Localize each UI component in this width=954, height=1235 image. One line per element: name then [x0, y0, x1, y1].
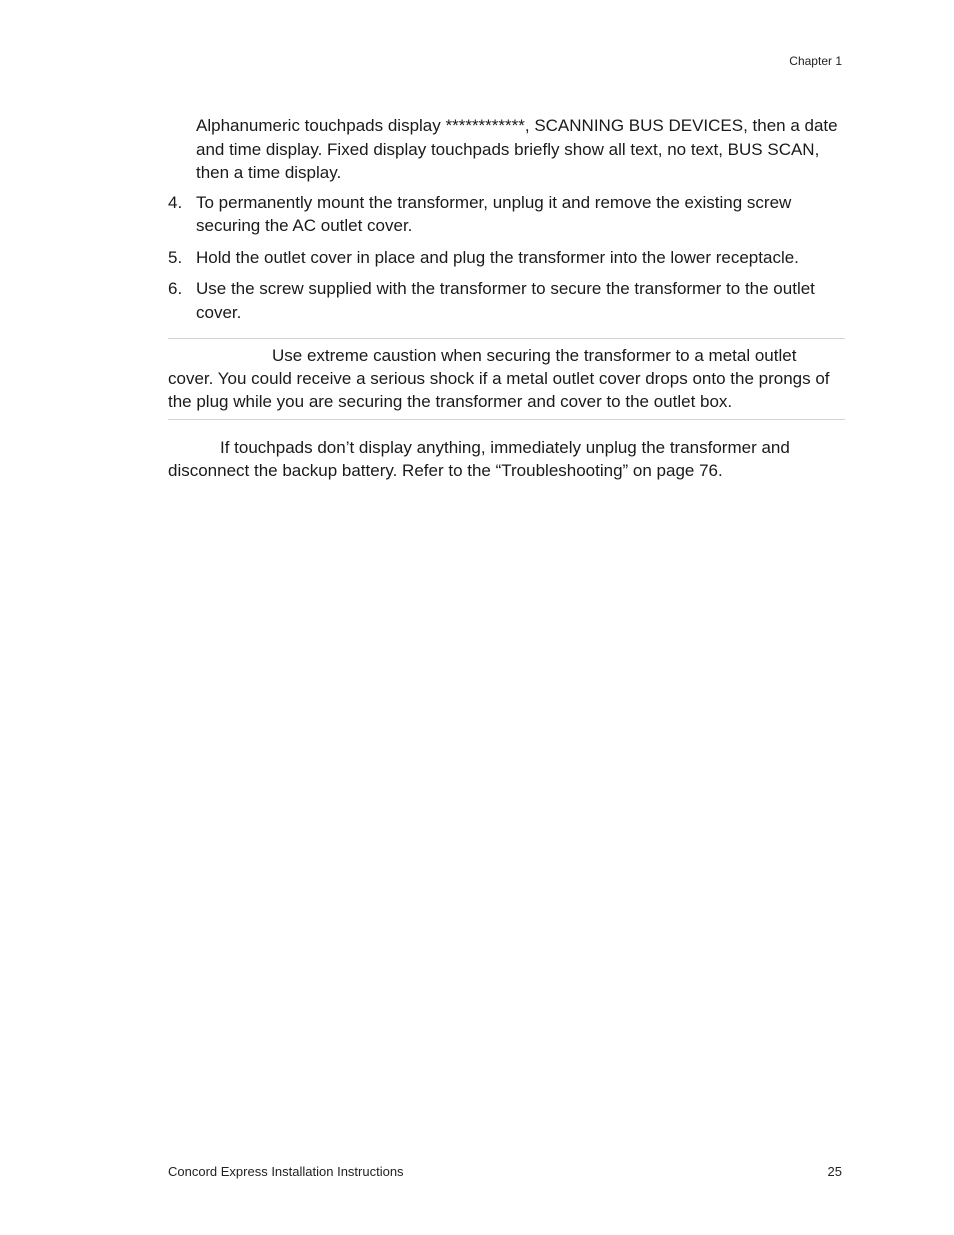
caution-callout [168, 338, 845, 420]
step-text: Hold the outlet cover in place and plug the transformer into the lower receptacle. [196, 247, 799, 267]
chapter-header: Chapter 1 [789, 54, 842, 68]
note-text: If touchpads don’t display anything, immediately unplug the transformer and disconnect the backup battery. Refer to the “Troubleshooting” on page 76. [168, 438, 790, 480]
note-paragraph [168, 436, 845, 482]
footer-page-number: 25 [827, 1164, 842, 1179]
step-number: 4. [168, 192, 183, 212]
step-item [168, 246, 845, 270]
continuation-paragraph: Alphanumeric touchpads display ************, SCANNING BUS DEVICES, then a date and time display. Fixed display touchpads briefly show all text, no text, BUS SCAN, then a time display. [196, 116, 838, 182]
step-item [168, 191, 845, 238]
caution-text: Use extreme caustion when securing the transformer to a metal outlet cover. You could receive a serious shock if a metal outlet cover drops onto the prongs of the plug while you are securing the transformer and cover to the outlet box. [168, 346, 830, 411]
step-text: Use the screw supplied with the transformer to secure the transformer to the outlet cover. [196, 279, 815, 322]
step-number: 5. [168, 247, 183, 267]
step-text: To permanently mount the transformer, unplug it and remove the existing screw securing the AC outlet cover. [196, 192, 792, 235]
page-content [168, 114, 845, 482]
step-item [168, 277, 845, 324]
footer-document-title: Concord Express Installation Instructions [168, 1164, 404, 1179]
step-number: 6. [168, 279, 183, 298]
